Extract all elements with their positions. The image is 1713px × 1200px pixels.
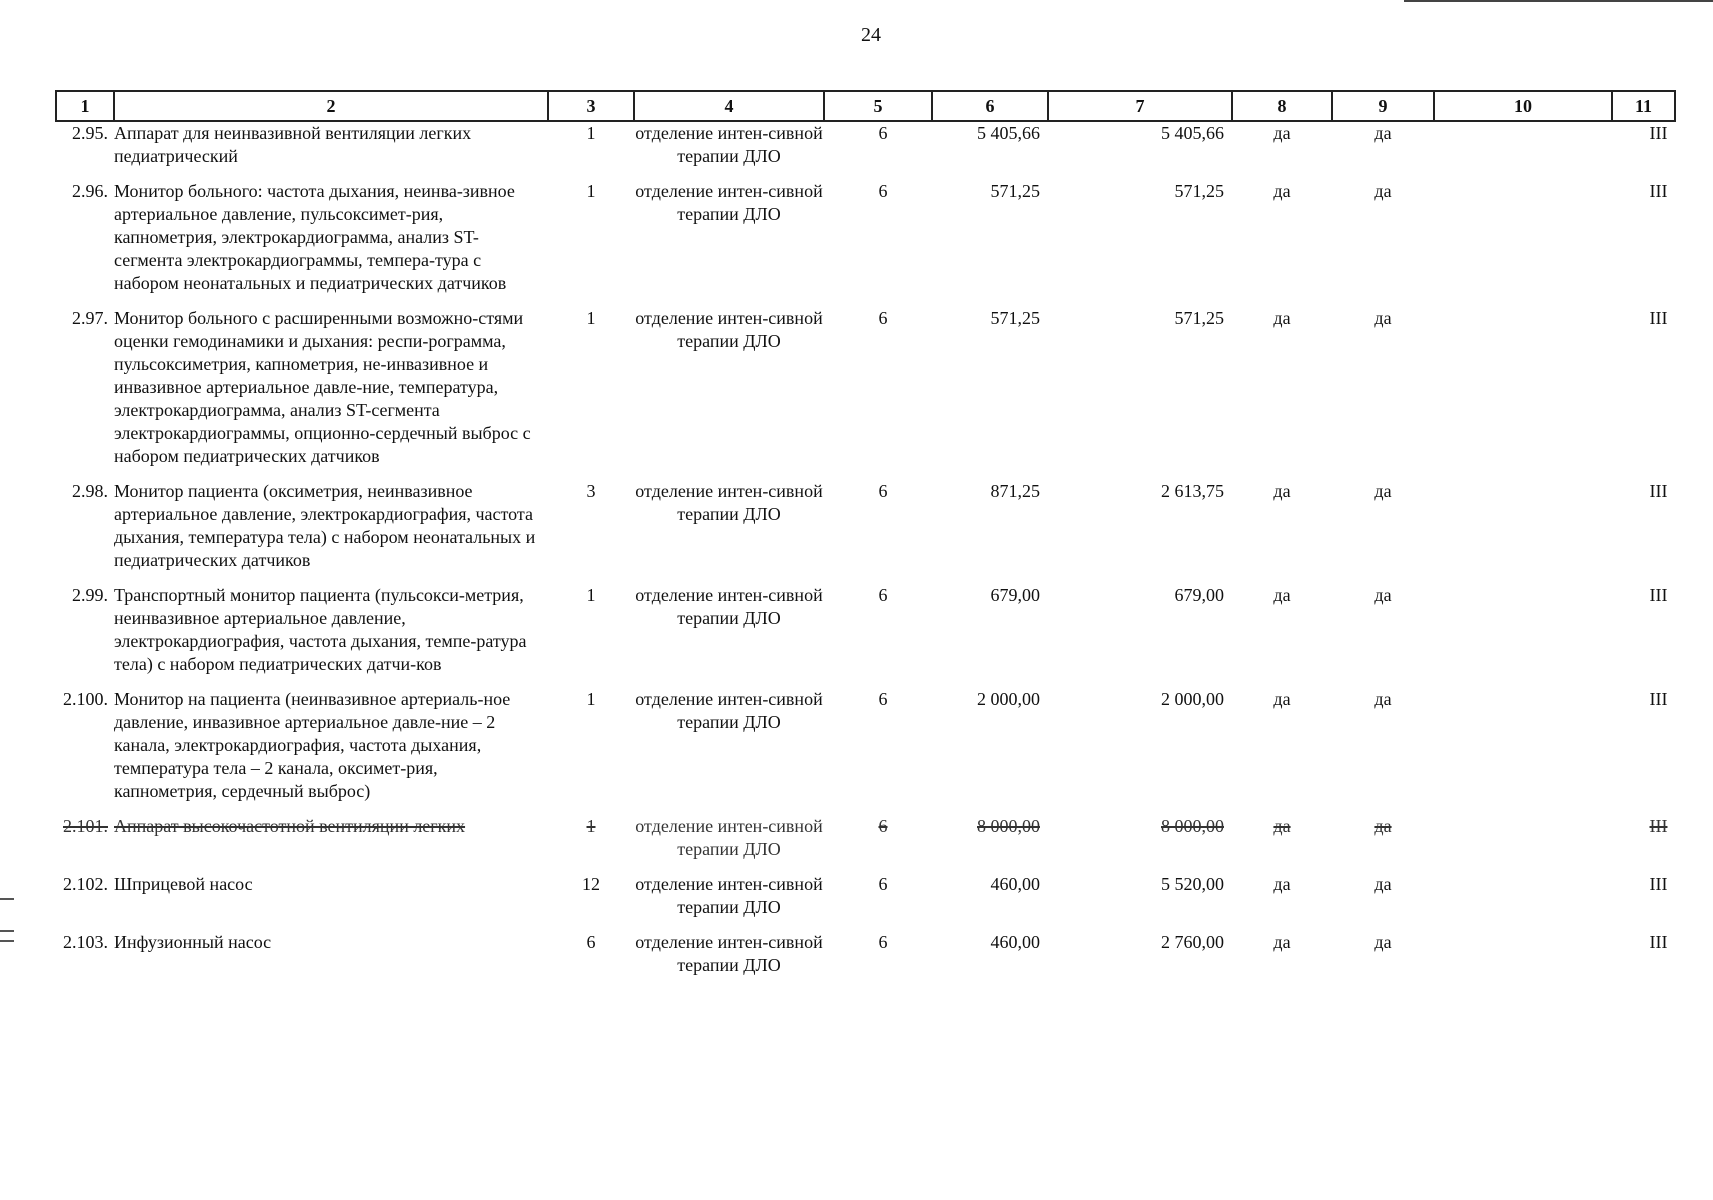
column-11-value-text: III (1649, 308, 1668, 328)
equipment-table (55, 90, 1676, 989)
column-10-value (1434, 480, 1612, 584)
row-number (56, 480, 114, 584)
quantity-text: 1 (586, 585, 596, 605)
unit-price-text: 871,25 (990, 481, 1040, 501)
column-9-flag (1332, 121, 1434, 180)
column-8-flag-text: да (1273, 585, 1291, 605)
quantity-text: 12 (582, 874, 600, 894)
column-10-value (1434, 688, 1612, 815)
equipment-name (114, 815, 548, 873)
page-number: 24 (861, 24, 881, 46)
unit-price (932, 584, 1048, 688)
total-price (1048, 584, 1232, 688)
column-5-value-text: 6 (878, 481, 888, 501)
column-9-flag-text: да (1374, 308, 1392, 328)
table-row (56, 815, 1675, 873)
equipment-name (114, 931, 548, 989)
column-9-flag (1332, 815, 1434, 873)
column-5-value (824, 480, 932, 584)
top-edge-line (1404, 0, 1713, 2)
column-9-flag-text: да (1374, 585, 1392, 605)
total-price (1048, 307, 1232, 480)
column-9-flag (1332, 584, 1434, 688)
table-row (56, 307, 1675, 480)
unit-price (932, 873, 1048, 931)
column-9-flag-text: да (1374, 932, 1392, 952)
equipment-name (114, 180, 548, 307)
department-text: отделение интен-сивной терапии ДЛО (635, 481, 823, 524)
table-row (56, 688, 1675, 815)
unit-price (932, 121, 1048, 180)
column-9-flag (1332, 480, 1434, 584)
column-9-flag-text: да (1374, 874, 1392, 894)
department (634, 584, 824, 688)
department (634, 307, 824, 480)
total-price (1048, 815, 1232, 873)
department-text: отделение интен-сивной терапии ДЛО (635, 585, 823, 628)
column-5-value-text: 6 (878, 816, 888, 836)
equipment-name-text: Шприцевой насос (114, 874, 253, 894)
obscured-text (1161, 816, 1224, 836)
column-11-value-text: III (1649, 481, 1668, 501)
total-price-text: 2 000,00 (1161, 689, 1224, 709)
obscured-text (114, 815, 540, 838)
column-11-value (1612, 815, 1675, 873)
unit-price-text: 571,25 (990, 308, 1040, 328)
column-8-flag-text: да (1273, 816, 1291, 836)
row-number-text: 2.96. (72, 181, 108, 201)
column-9-flag (1332, 688, 1434, 815)
unit-price-text: 460,00 (990, 874, 1040, 894)
equipment-name-text: Транспортный монитор пациента (пульсокси-метрия, неинвазивное артериальное давление, электрокардиография, частота дыхания, темпе-ратура тела) с набором педиатрических датчи-ков (114, 585, 527, 674)
column-header: 4 (634, 91, 824, 121)
column-11-value (1612, 688, 1675, 815)
department (634, 815, 824, 873)
table-row (56, 480, 1675, 584)
table-row (56, 584, 1675, 688)
margin-mark (0, 940, 14, 942)
equipment-name (114, 584, 548, 688)
column-5-value (824, 688, 932, 815)
row-number (56, 873, 114, 931)
total-price-text: 5 405,66 (1161, 123, 1224, 143)
column-8-flag-text: да (1273, 308, 1291, 328)
quantity (548, 584, 634, 688)
quantity-text: 1 (586, 181, 596, 201)
unit-price (932, 480, 1048, 584)
column-11-value-text: III (1649, 181, 1668, 201)
quantity (548, 480, 634, 584)
equipment-name (114, 307, 548, 480)
column-9-flag-text: да (1374, 816, 1392, 836)
quantity-text: 1 (586, 689, 596, 709)
column-8-flag-text: да (1273, 932, 1291, 952)
column-5-value (824, 307, 932, 480)
department-text: отделение интен-сивной терапии ДЛО (635, 123, 823, 166)
column-11-value-text: III (1649, 874, 1668, 894)
department-text: отделение интен-сивной терапии ДЛО (635, 308, 823, 351)
table-row (56, 873, 1675, 931)
column-11-value (1612, 121, 1675, 180)
obscured-text (977, 816, 1040, 836)
unit-price-text: 460,00 (990, 932, 1040, 952)
column-10-value (1434, 180, 1612, 307)
column-11-value (1612, 307, 1675, 480)
unit-price-text: 679,00 (990, 585, 1040, 605)
column-header: 7 (1048, 91, 1232, 121)
column-header: 8 (1232, 91, 1332, 121)
column-header: 9 (1332, 91, 1434, 121)
column-5-value (824, 931, 932, 989)
equipment-name-text: Монитор пациента (оксиметрия, неинвазивное артериальное давление, электрокардиография, частота дыхания, температура тела) с набором неонатальных и педиатрических датчиков (114, 481, 536, 570)
department (634, 480, 824, 584)
column-11-value (1612, 931, 1675, 989)
total-price-text: 2 613,75 (1161, 481, 1224, 501)
column-5-value-text: 6 (878, 874, 888, 894)
column-8-flag (1232, 121, 1332, 180)
row-number-text: 2.97. (72, 308, 108, 328)
row-number (56, 180, 114, 307)
row-number (56, 931, 114, 989)
total-price (1048, 688, 1232, 815)
column-5-value (824, 180, 932, 307)
total-price (1048, 180, 1232, 307)
column-5-value-text: 6 (878, 308, 888, 328)
row-number-text: 2.103. (63, 932, 108, 952)
obscured-text (63, 816, 108, 836)
quantity (548, 873, 634, 931)
row-number (56, 121, 114, 180)
department-text: отделение интен-сивной терапии ДЛО (635, 932, 823, 975)
column-11-value (1612, 480, 1675, 584)
unit-price (932, 688, 1048, 815)
column-10-value (1434, 815, 1612, 873)
margin-mark (0, 898, 14, 900)
column-9-flag-text: да (1374, 123, 1392, 143)
column-8-flag-text: да (1273, 123, 1291, 143)
column-11-value-text: III (1649, 689, 1668, 709)
row-number-text: 2.99. (72, 585, 108, 605)
column-5-value (824, 121, 932, 180)
total-price (1048, 121, 1232, 180)
column-9-flag-text: да (1374, 689, 1392, 709)
total-price-text: 5 520,00 (1161, 874, 1224, 894)
column-8-flag-text: да (1273, 874, 1291, 894)
department-text: отделение интен-сивной терапии ДЛО (635, 816, 823, 859)
equipment-name-text: Аппарат высокочастотной вентиляции легких (114, 816, 466, 836)
equipment-name (114, 688, 548, 815)
unit-price-text: 571,25 (990, 181, 1040, 201)
row-number-text: 2.95. (72, 123, 108, 143)
column-header: 3 (548, 91, 634, 121)
quantity-text: 1 (586, 816, 596, 836)
column-5-value (824, 584, 932, 688)
equipment-name-text: Монитор больного: частота дыхания, неинва-зивное артериальное давление, пульсоксимет-рия, капнометрия, электрокардиограмма, анализ ST-сегмента электрокардиограммы, темпера-тура с набором неонатальных и педиатрических датчиков (114, 181, 515, 293)
column-header: 10 (1434, 91, 1612, 121)
row-number-text: 2.101. (63, 816, 108, 836)
quantity-text: 6 (586, 932, 596, 952)
unit-price-text: 5 405,66 (977, 123, 1040, 143)
column-9-flag (1332, 307, 1434, 480)
department-text: отделение интен-сивной терапии ДЛО (635, 874, 823, 917)
row-number (56, 815, 114, 873)
unit-price-text: 2 000,00 (977, 689, 1040, 709)
column-9-flag (1332, 180, 1434, 307)
margin-mark (0, 930, 14, 932)
table-row (56, 931, 1675, 989)
total-price-text: 571,25 (1174, 308, 1224, 328)
department (634, 688, 824, 815)
table-row (56, 180, 1675, 307)
department (634, 121, 824, 180)
quantity (548, 121, 634, 180)
quantity-text: 3 (586, 481, 596, 501)
row-number-text: 2.100. (63, 689, 108, 709)
column-5-value-text: 6 (878, 932, 888, 952)
total-price-text: 8 000,00 (1161, 816, 1224, 836)
quantity (548, 815, 634, 873)
quantity-text: 1 (586, 308, 596, 328)
department (634, 931, 824, 989)
quantity (548, 688, 634, 815)
column-5-value-text: 6 (878, 181, 888, 201)
column-9-flag-text: да (1374, 181, 1392, 201)
department (634, 873, 824, 931)
obscured-text (879, 816, 888, 836)
quantity (548, 931, 634, 989)
column-8-flag (1232, 180, 1332, 307)
column-5-value (824, 815, 932, 873)
row-number (56, 307, 114, 480)
column-11-value-text: III (1649, 585, 1668, 605)
header-row (56, 91, 1675, 121)
column-11-value-text: III (1649, 816, 1668, 836)
column-8-flag (1232, 815, 1332, 873)
department-text: отделение интен-сивной терапии ДЛО (635, 181, 823, 224)
column-10-value (1434, 873, 1612, 931)
department-text: отделение интен-сивной терапии ДЛО (635, 689, 823, 732)
quantity-text: 1 (586, 123, 596, 143)
column-8-flag-text: да (1273, 481, 1291, 501)
column-11-value (1612, 180, 1675, 307)
table-row (56, 121, 1675, 180)
equipment-name (114, 121, 548, 180)
row-number (56, 688, 114, 815)
equipment-name (114, 873, 548, 931)
column-9-flag (1332, 873, 1434, 931)
column-11-value-text: III (1649, 123, 1668, 143)
obscured-text (587, 816, 596, 836)
column-8-flag (1232, 873, 1332, 931)
column-11-value-text: III (1649, 932, 1668, 952)
column-5-value-text: 6 (878, 689, 888, 709)
unit-price (932, 931, 1048, 989)
column-5-value-text: 6 (878, 585, 888, 605)
column-8-flag-text: да (1273, 181, 1291, 201)
total-price (1048, 873, 1232, 931)
total-price (1048, 480, 1232, 584)
row-number-text: 2.98. (72, 481, 108, 501)
department (634, 180, 824, 307)
total-price (1048, 931, 1232, 989)
equipment-name-text: Монитор на пациента (неинвазивное артериаль-ное давление, инвазивное артериальное давле-ние – 2 канала, электрокардиография, частота дыхания, температура тела – 2 канала, оксимет-рия, капнометрия, сердечный выброс) (114, 689, 511, 801)
quantity (548, 180, 634, 307)
equipment-name-text: Монитор больного с расширенными возможно-стями оценки гемодинамики и дыхания: респи-рограмма, пульсоксиметрия, капнометрия, не-инвазивное и инвазивное артериальное давле-ние, температура, электрокардиограмма, анализ ST-сегмента электрокардиограммы, опционно-сердечный выброс с набором педиатрических датчиков (114, 308, 531, 466)
column-8-flag (1232, 931, 1332, 989)
column-header: 1 (56, 91, 114, 121)
obscured-text (1650, 816, 1668, 836)
column-11-value (1612, 584, 1675, 688)
column-10-value (1434, 584, 1612, 688)
quantity (548, 307, 634, 480)
column-8-flag (1232, 307, 1332, 480)
unit-price (932, 307, 1048, 480)
column-8-flag (1232, 688, 1332, 815)
column-header: 6 (932, 91, 1048, 121)
column-10-value (1434, 121, 1612, 180)
column-11-value (1612, 873, 1675, 931)
row-number-text: 2.102. (63, 874, 108, 894)
total-price-text: 2 760,00 (1161, 932, 1224, 952)
column-10-value (1434, 307, 1612, 480)
obscured-text (1374, 816, 1391, 836)
total-price-text: 679,00 (1174, 585, 1224, 605)
obscured-text (1273, 816, 1290, 836)
equipment-name-text: Аппарат для неинвазивной вентиляции легких педиатрический (114, 123, 472, 166)
column-9-flag-text: да (1374, 481, 1392, 501)
row-number (56, 584, 114, 688)
unit-price (932, 180, 1048, 307)
equipment-name-text: Инфузионный насос (114, 932, 272, 952)
unit-price (932, 815, 1048, 873)
column-8-flag (1232, 480, 1332, 584)
column-10-value (1434, 931, 1612, 989)
column-5-value (824, 873, 932, 931)
column-header: 2 (114, 91, 548, 121)
total-price-text: 571,25 (1174, 181, 1224, 201)
equipment-name (114, 480, 548, 584)
column-9-flag (1332, 931, 1434, 989)
column-8-flag-text: да (1273, 689, 1291, 709)
column-5-value-text: 6 (878, 123, 888, 143)
column-header: 5 (824, 91, 932, 121)
unit-price-text: 8 000,00 (977, 816, 1040, 836)
column-header: 11 (1612, 91, 1675, 121)
column-8-flag (1232, 584, 1332, 688)
